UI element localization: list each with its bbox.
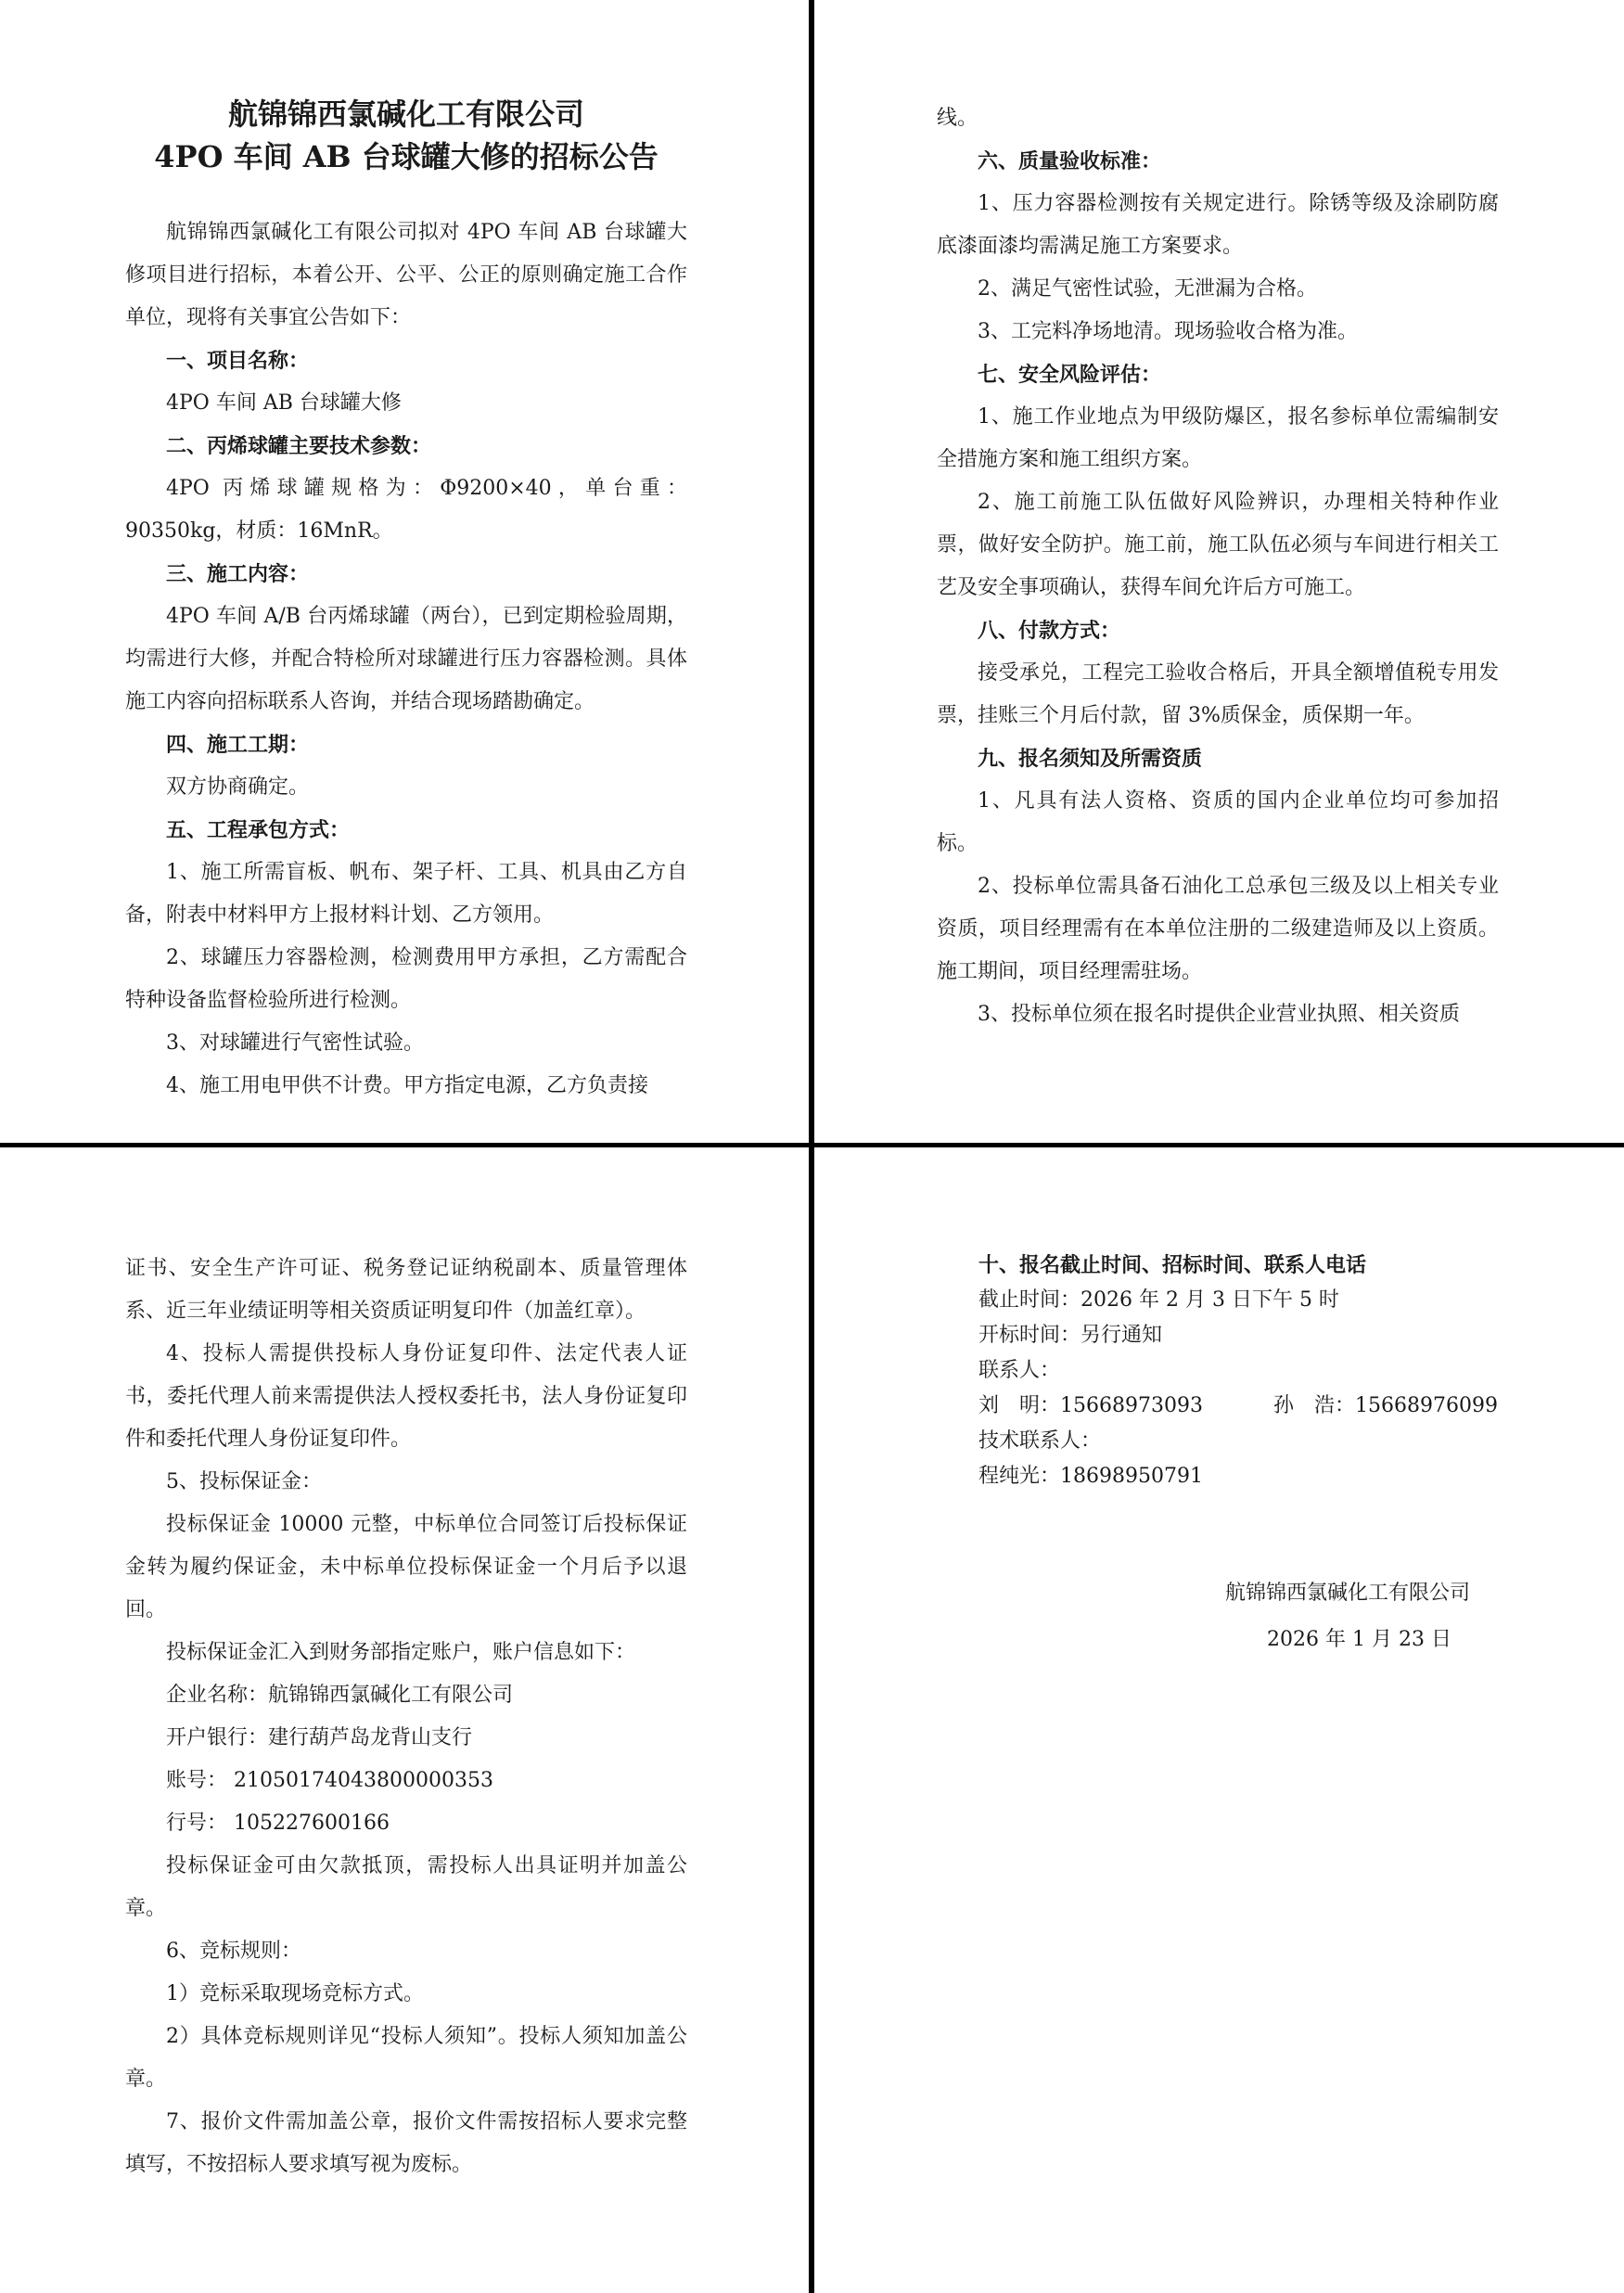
paragraph: 企业名称：航锦锦西氯碱化工有限公司 <box>166 1684 514 1707</box>
paragraph: 7、报价文件需加盖公章，报价文件需按招标人要求完整填写，不按招标人要求填写视为废标。 <box>125 2110 687 2176</box>
paragraph: 5、投标保证金： <box>166 1470 322 1493</box>
contacts-label: 联系人： <box>978 1359 1061 1382</box>
paragraph: 4PO 丙烯球罐规格为：Φ9200×40，单台重：90350kg，材质：16MnR。 <box>125 477 687 543</box>
section-heading: 八、付款方式： <box>978 619 1121 643</box>
section-heading: 二、丙烯球罐主要技术参数： <box>166 434 432 458</box>
horizontal-divider <box>0 1143 1624 1147</box>
paragraph: 4PO 车间 A/B 台丙烯球罐（两台），已到定期检验周期，均需进行大修，并配合特检所对球罐进行压力容器检测。具体施工内容向招标联系人咨询，并结合现场踏勘确定。 <box>125 605 687 713</box>
tech-contact: 程纯光：18698950791 <box>978 1465 1203 1488</box>
title-line-1: 航锦锦西氯碱化工有限公司 <box>227 96 584 132</box>
paragraph: 投标保证金汇入到财务部指定账户，账户信息如下： <box>166 1641 636 1664</box>
page-2 <box>937 97 1499 1036</box>
signature-company: 航锦锦西氯碱化工有限公司 <box>1224 1582 1470 1605</box>
signature-block <box>978 1570 1498 1663</box>
opening-line: 开标时间：另行通知 <box>978 1324 1163 1347</box>
section-10-heading: 十、报名截止时间、招标时间、联系人电话 <box>978 1253 1367 1277</box>
paragraph: 2、投标单位需具备石油化工总承包三级及以上相关专业资质，项目经理需有在本单位注册的二级建造师及以上资质。施工期间，项目经理需驻场。 <box>937 875 1499 983</box>
paragraph: 1、施工所需盲板、帆布、架子杆、工具、机具由乙方自备，附表中材料甲方上报材料计划、乙方领用。 <box>125 861 687 927</box>
paragraph: 4PO 车间 AB 台球罐大修 <box>166 391 402 415</box>
paragraph: 2、施工前施工队伍做好风险辨识，办理相关特种作业票，做好安全防护。施工前，施工队伍必须与车间进行相关工艺及安全事项确认，获得车间允许后方可施工。 <box>937 491 1499 599</box>
paragraph: 账号： 21050174043800000353 <box>166 1769 493 1792</box>
paragraph: 2、球罐压力容器检测，检测费用甲方承担，乙方需配合特种设备监督检验所进行检测。 <box>125 946 687 1012</box>
paragraph: 2、满足气密性试验，无泄漏为合格。 <box>978 277 1317 301</box>
deadline-line: 截止时间：2026 年 2 月 3 日下午 5 时 <box>978 1288 1339 1312</box>
section-heading: 六、质量验收标准： <box>978 149 1162 173</box>
tech-contact-label: 技术联系人： <box>978 1429 1102 1453</box>
section-heading: 五、工程承包方式： <box>166 818 351 842</box>
page-4 <box>978 1248 1498 1663</box>
paragraph: 6、竞标规则： <box>166 1940 301 1963</box>
page-3-body <box>125 1248 687 2186</box>
page-1 <box>125 93 687 1108</box>
section-heading: 七、安全风险评估： <box>978 363 1162 387</box>
paragraph: 行号： 105227600166 <box>166 1812 390 1835</box>
page-2-body <box>937 97 1499 1036</box>
paragraph: 1）竞标采取现场竞标方式。 <box>166 1982 424 2005</box>
page-3 <box>125 1248 687 2186</box>
paragraph: 开户银行：建行葫芦岛龙背山支行 <box>166 1726 473 1749</box>
paragraph: 投标保证金可由欠款抵顶，需投标人出具证明并加盖公章。 <box>125 1854 687 1920</box>
paragraph: 1、压力容器检测按有关规定进行。除锈等级及涂刷防腐底漆面漆均需满足施工方案要求。 <box>937 192 1499 258</box>
paragraph: 线。 <box>937 107 978 130</box>
contact-liu: 刘 明：15668973093 <box>978 1394 1203 1417</box>
paragraph: 3、工完料净场地清。现场验收合格为准。 <box>978 320 1358 343</box>
title-line-2: 4PO 车间 AB 台球罐大修的招标公告 <box>154 139 659 174</box>
paragraph: 1、施工作业地点为甲级防爆区，报名参标单位需编制安全措施方案和施工组织方案。 <box>937 405 1499 471</box>
paragraph: 航锦锦西氯碱化工有限公司拟对 4PO 车间 AB 台球罐大修项目进行招标，本着公开、公平、公正的原则确定施工合作单位，现将有关事宜公告如下： <box>125 221 687 329</box>
section-heading: 三、施工内容： <box>166 562 310 586</box>
paragraph: 1、凡具有法人资格、资质的国内企业单位均可参加招标。 <box>937 789 1499 855</box>
paragraph: 3、对球罐进行气密性试验。 <box>166 1031 424 1055</box>
paragraph: 3、投标单位须在报名时提供企业营业执照、相关资质 <box>978 1003 1460 1026</box>
paragraph: 证书、安全生产许可证、税务登记证纳税副本、质量管理体系、近三年业绩证明等相关资质证明复印件（加盖红章）。 <box>125 1257 687 1323</box>
contact-sun: 孙 浩：15668976099 <box>1273 1394 1498 1417</box>
section-heading: 四、施工工期： <box>166 733 310 757</box>
paragraph: 接受承兑，工程完工验收合格后，开具全额增值税专用发票，挂账三个月后付款，留 3%质保金，质保期一年。 <box>937 661 1499 727</box>
section-heading: 九、报名须知及所需资质 <box>978 747 1203 771</box>
signature-date: 2026 年 1 月 23 日 <box>1267 1628 1451 1651</box>
document-title <box>125 93 687 178</box>
contacts-row <box>978 1389 1498 1424</box>
paragraph: 2）具体竞标规则详见“投标人须知”。投标人须知加盖公章。 <box>125 2025 687 2091</box>
paragraph: 双方协商确定。 <box>166 775 310 799</box>
page-1-body <box>125 211 687 1108</box>
paragraph: 4、投标人需提供投标人身份证复印件、法定代表人证书，委托代理人前来需提供法人授权委托书，法人身份证复印件和委托代理人身份证复印件。 <box>125 1342 687 1451</box>
paragraph: 投标保证金 10000 元整，中标单位合同签订后投标保证金转为履约保证金，未中标单位投标保证金一个月后予以退回。 <box>125 1513 687 1621</box>
paragraph: 4、施工用电甲供不计费。甲方指定电源，乙方负责接 <box>166 1074 648 1097</box>
section-heading: 一、项目名称： <box>166 349 310 373</box>
